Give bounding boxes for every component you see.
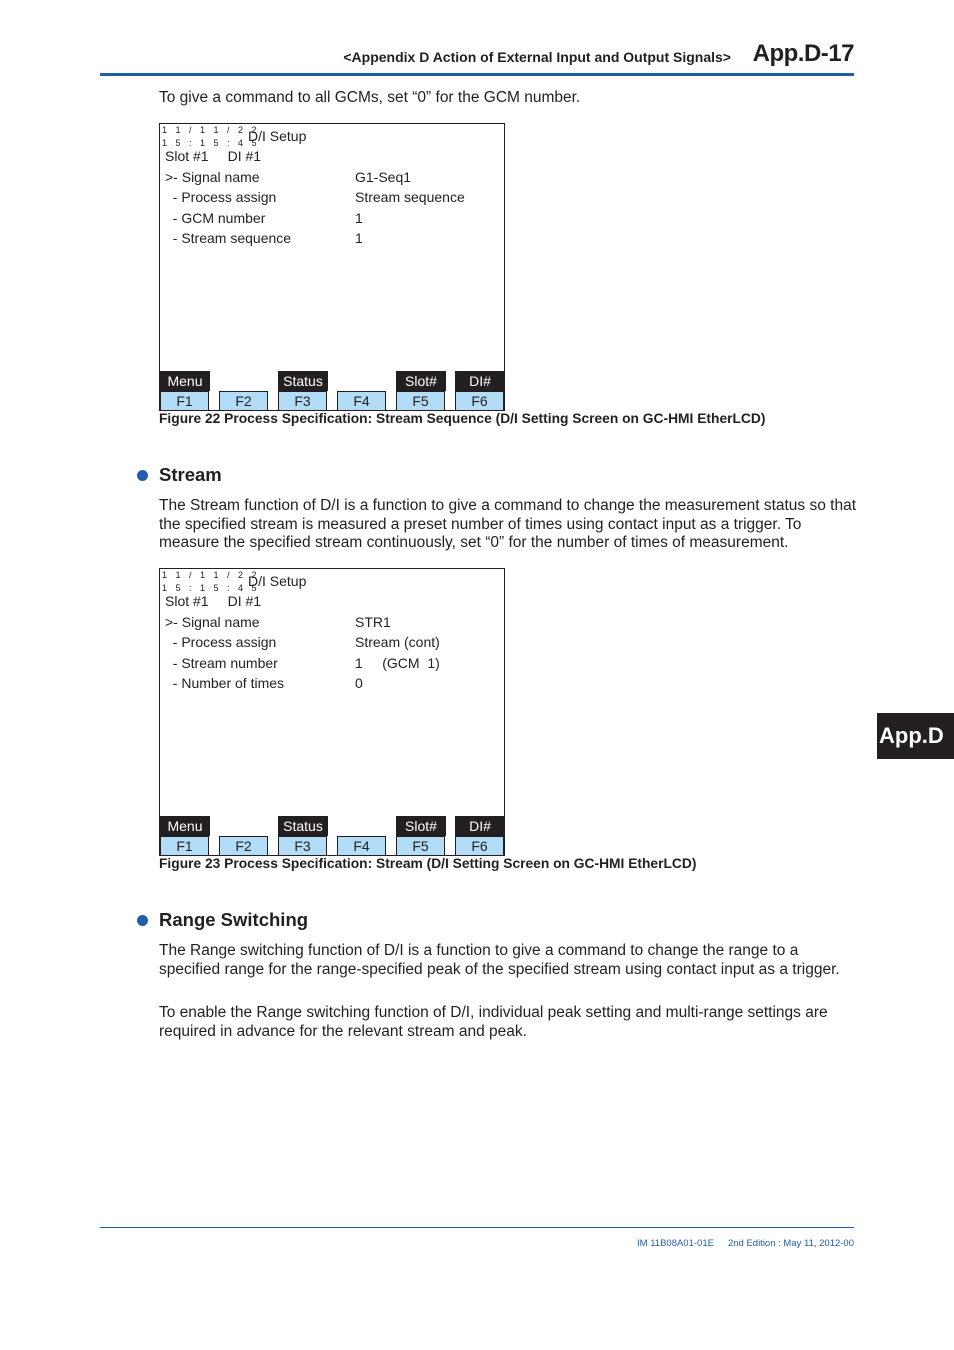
setting-value: Stream (cont): [355, 634, 440, 650]
slot-di-line: [165, 593, 261, 609]
f3-key[interactable]: F3: [278, 836, 327, 856]
bullet-icon: [137, 915, 148, 926]
softkey-menu[interactable]: Menu: [160, 816, 210, 836]
softkey-status[interactable]: Status: [278, 371, 328, 391]
f1-key[interactable]: F1: [160, 391, 209, 411]
setting-value: STR1: [355, 614, 391, 630]
time-text: 1 5 : 1 5 : 4 5: [162, 138, 260, 148]
setting-value: 1: [355, 230, 363, 246]
di-label: DI #1: [227, 593, 262, 609]
setting-key: - Stream number: [165, 655, 278, 671]
slot-label: Slot #1: [165, 593, 209, 609]
page-number: App.D-17: [752, 40, 854, 67]
f1-key[interactable]: F1: [160, 836, 209, 856]
setting-key: >- Signal name: [165, 169, 260, 185]
datetime: [162, 124, 260, 150]
setting-key: - Number of times: [165, 675, 285, 691]
setting-value: G1-Seq1: [355, 169, 412, 185]
appendix-tab: App.D: [877, 713, 954, 759]
section-heading-range-switching: [159, 909, 308, 931]
f6-key[interactable]: F6: [455, 836, 504, 856]
setting-key: - GCM number: [165, 210, 266, 226]
figure-23-caption: Figure 23 Process Specification: Stream (D/I Setting Screen on GC-HMI EtherLCD): [159, 856, 697, 871]
screen-title: D/I Setup: [248, 573, 307, 589]
date-text: 1 1 / 1 1 / 2 2: [162, 125, 260, 135]
f2-key[interactable]: F2: [219, 836, 268, 856]
edition: 2nd Edition : May 11, 2012-00: [727, 1238, 854, 1249]
softkey-status[interactable]: Status: [278, 816, 328, 836]
f4-key[interactable]: F4: [337, 391, 386, 411]
f3-key[interactable]: F3: [278, 391, 327, 411]
f4-key[interactable]: F4: [337, 836, 386, 856]
heading-text: Stream: [159, 464, 222, 485]
slot-di-line: [165, 148, 261, 164]
setting-key: - Process assign: [165, 189, 277, 205]
lcd-screen-fig22: [159, 123, 505, 411]
range-paragraph-2: To enable the Range switching function of D/I, individual peak setting and multi-range settings are required in advance for the relevant stream and peak.: [159, 1004, 828, 1040]
setting-value: 0: [355, 675, 363, 691]
setting-key: - Process assign: [165, 634, 277, 650]
intro-text: To give a command to all GCMs, set “0” for the GCM number.: [159, 89, 581, 106]
range-paragraph-1: The Range switching function of D/I is a function to give a command to change the range to a specified range for the range-specified peak of the specified stream using contact input as a trigger.: [159, 942, 840, 978]
section-heading-stream: [159, 464, 222, 486]
doc-id: IM 11B08A01-01E: [637, 1238, 714, 1249]
f2-key[interactable]: F2: [219, 391, 268, 411]
softkey-slot[interactable]: Slot#: [396, 371, 446, 391]
softkey-di[interactable]: DI#: [455, 371, 505, 391]
setting-key: >- Signal name: [165, 614, 260, 630]
running-header: <Appendix D Action of External Input and Output Signals>: [343, 49, 731, 65]
footer-rule: [100, 1227, 854, 1228]
f6-key[interactable]: F6: [455, 391, 504, 411]
header-rule: [100, 73, 854, 76]
softkey-slot[interactable]: Slot#: [396, 816, 446, 836]
stream-paragraph: The Stream function of D/I is a function to give a command to change the measurement status so that the specified stream is measured a preset number of times using contact input as a trigger. To measure the specified stream continuously, set “0” for the number of times of measurement.: [159, 497, 857, 552]
f5-key[interactable]: F5: [396, 836, 445, 856]
datetime: [162, 569, 260, 595]
setting-value: 1 (GCM 1): [355, 655, 440, 671]
di-label: DI #1: [227, 148, 262, 164]
screen-title: D/I Setup: [248, 128, 307, 144]
lcd-screen-fig23: [159, 568, 505, 856]
setting-value: 1: [355, 210, 363, 226]
setting-key: - Stream sequence: [165, 230, 292, 246]
date-text: 1 1 / 1 1 / 2 2: [162, 570, 260, 580]
softkey-di[interactable]: DI#: [455, 816, 505, 836]
figure-22-caption: Figure 22 Process Specification: Stream Sequence (D/I Setting Screen on GC-HMI EtherLCD): [159, 411, 766, 426]
time-text: 1 5 : 1 5 : 4 5: [162, 583, 260, 593]
heading-text: Range Switching: [159, 909, 309, 930]
setting-value: Stream sequence: [355, 189, 465, 205]
softkey-menu[interactable]: Menu: [160, 371, 210, 391]
footer: [637, 1238, 854, 1249]
slot-label: Slot #1: [165, 148, 209, 164]
f5-key[interactable]: F5: [396, 391, 445, 411]
bullet-icon: [137, 470, 148, 481]
